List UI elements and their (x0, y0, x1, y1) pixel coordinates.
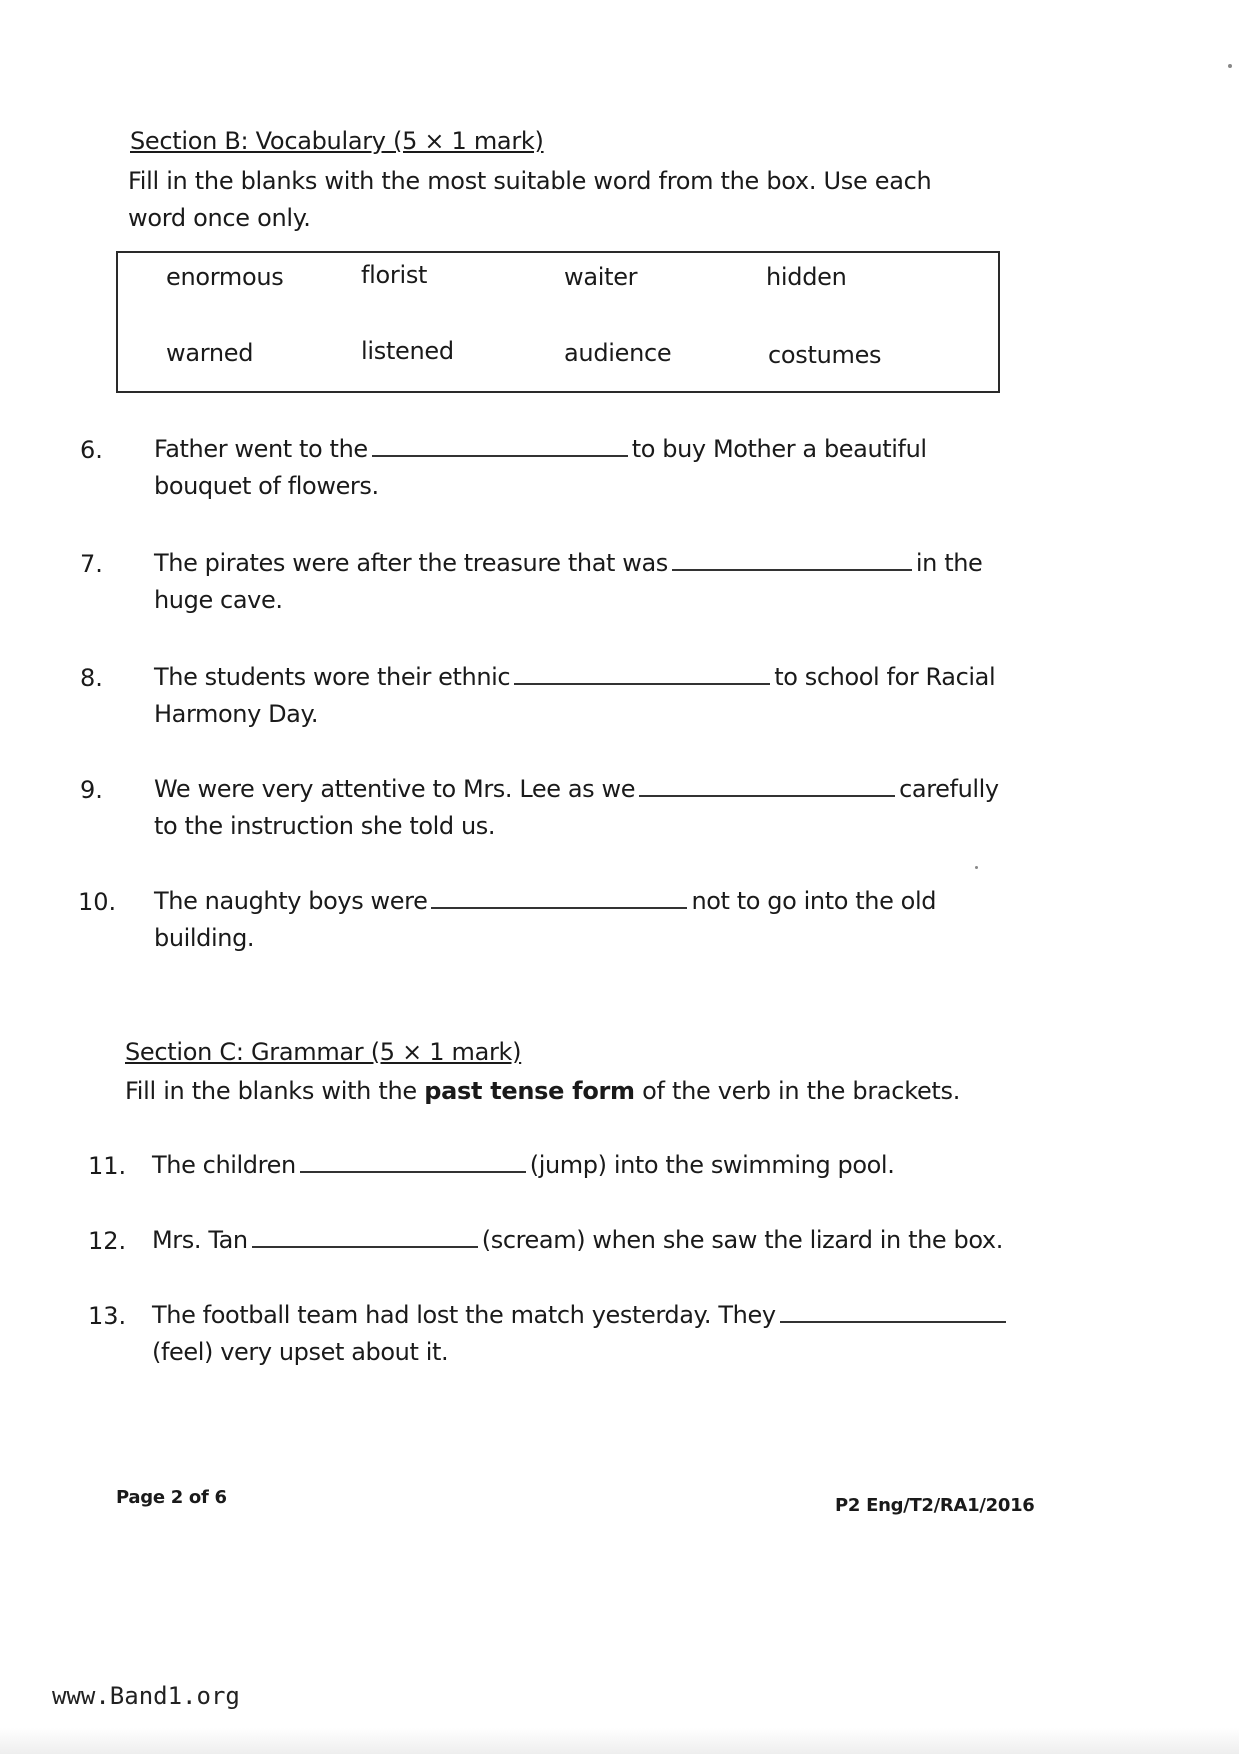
question-text: The naughty boys were (154, 887, 428, 915)
word-box (116, 251, 1000, 393)
page-number: Page 2 of 6 (116, 1487, 227, 1508)
answer-blank[interactable] (672, 547, 912, 571)
section-b-instruction (128, 163, 931, 237)
question-text: to school for Racial (774, 663, 996, 691)
instruction-text: Fill in the blanks with the (125, 1077, 425, 1105)
question-number: 9. (80, 776, 103, 804)
answer-blank[interactable] (780, 1299, 1006, 1323)
answer-blank[interactable] (300, 1149, 526, 1173)
question-text: Mrs. Tan (152, 1226, 248, 1254)
question-text: The students wore their ethnic (154, 663, 511, 691)
scan-edge-shadow (0, 1728, 1239, 1754)
word-box-item: warned (166, 339, 254, 367)
instruction-text: of the verb in the brackets. (634, 1077, 961, 1105)
question-number: 11. (88, 1152, 127, 1180)
section-b-title: Section B: Vocabulary (5 × 1 mark) (130, 127, 544, 155)
watermark-url: www.Band1.org (52, 1682, 240, 1710)
question-number: 13. (88, 1302, 127, 1330)
question-text: The pirates were after the treasure that was (154, 549, 668, 577)
question-text-line2: to the instruction she told us. (154, 812, 496, 840)
question-text: to buy Mother a beautiful (631, 435, 927, 463)
word-box-item: listened (361, 337, 454, 365)
question-number: 12. (88, 1227, 127, 1255)
question-text: The football team had lost the match yesterday. They (152, 1301, 776, 1329)
question-text-line2: building. (154, 924, 255, 952)
question-text: The children (152, 1151, 296, 1179)
question-text-line2: bouquet of flowers. (154, 472, 379, 500)
question-text-line2: huge cave. (154, 586, 283, 614)
question-text: not to go into the old (691, 887, 937, 915)
instruction-line-2: word once only. (128, 204, 311, 232)
answer-blank[interactable] (431, 885, 687, 909)
question-number: 8. (80, 664, 103, 692)
word-box-item: enormous (166, 263, 284, 291)
paper-code: P2 Eng/T2/RA1/2016 (835, 1495, 1035, 1516)
word-box-item: waiter (564, 263, 638, 291)
word-box-item: hidden (766, 263, 847, 291)
question-number: 10. (78, 888, 117, 916)
answer-blank[interactable] (252, 1224, 478, 1248)
question-text: carefully (899, 775, 999, 803)
question-text: in the (915, 549, 983, 577)
instruction-emphasis: past tense form (424, 1077, 635, 1105)
answer-blank[interactable] (639, 773, 895, 797)
question-text-line2: (feel) very upset about it. (152, 1338, 449, 1366)
word-box-item: audience (564, 339, 672, 367)
section-c-instruction (125, 1073, 960, 1110)
question-number: 6. (80, 436, 103, 464)
word-box-item: florist (361, 261, 428, 289)
question-text-line2: Harmony Day. (154, 700, 319, 728)
question-text: We were very attentive to Mrs. Lee as we (154, 775, 636, 803)
question-text: (jump) into the swimming pool. (529, 1151, 895, 1179)
instruction-line-1: Fill in the blanks with the most suitable word from the box. Use each (128, 167, 932, 195)
question-number: 7. (80, 550, 103, 578)
answer-blank[interactable] (372, 433, 628, 457)
scan-speck (975, 866, 978, 869)
section-c-title: Section C: Grammar (5 × 1 mark) (125, 1038, 522, 1066)
word-box-item: costumes (768, 341, 882, 369)
question-text: Father went to the (154, 435, 368, 463)
scan-speck (1228, 64, 1232, 68)
question-text: (scream) when she saw the lizard in the box. (481, 1226, 1003, 1254)
answer-blank[interactable] (514, 661, 770, 685)
